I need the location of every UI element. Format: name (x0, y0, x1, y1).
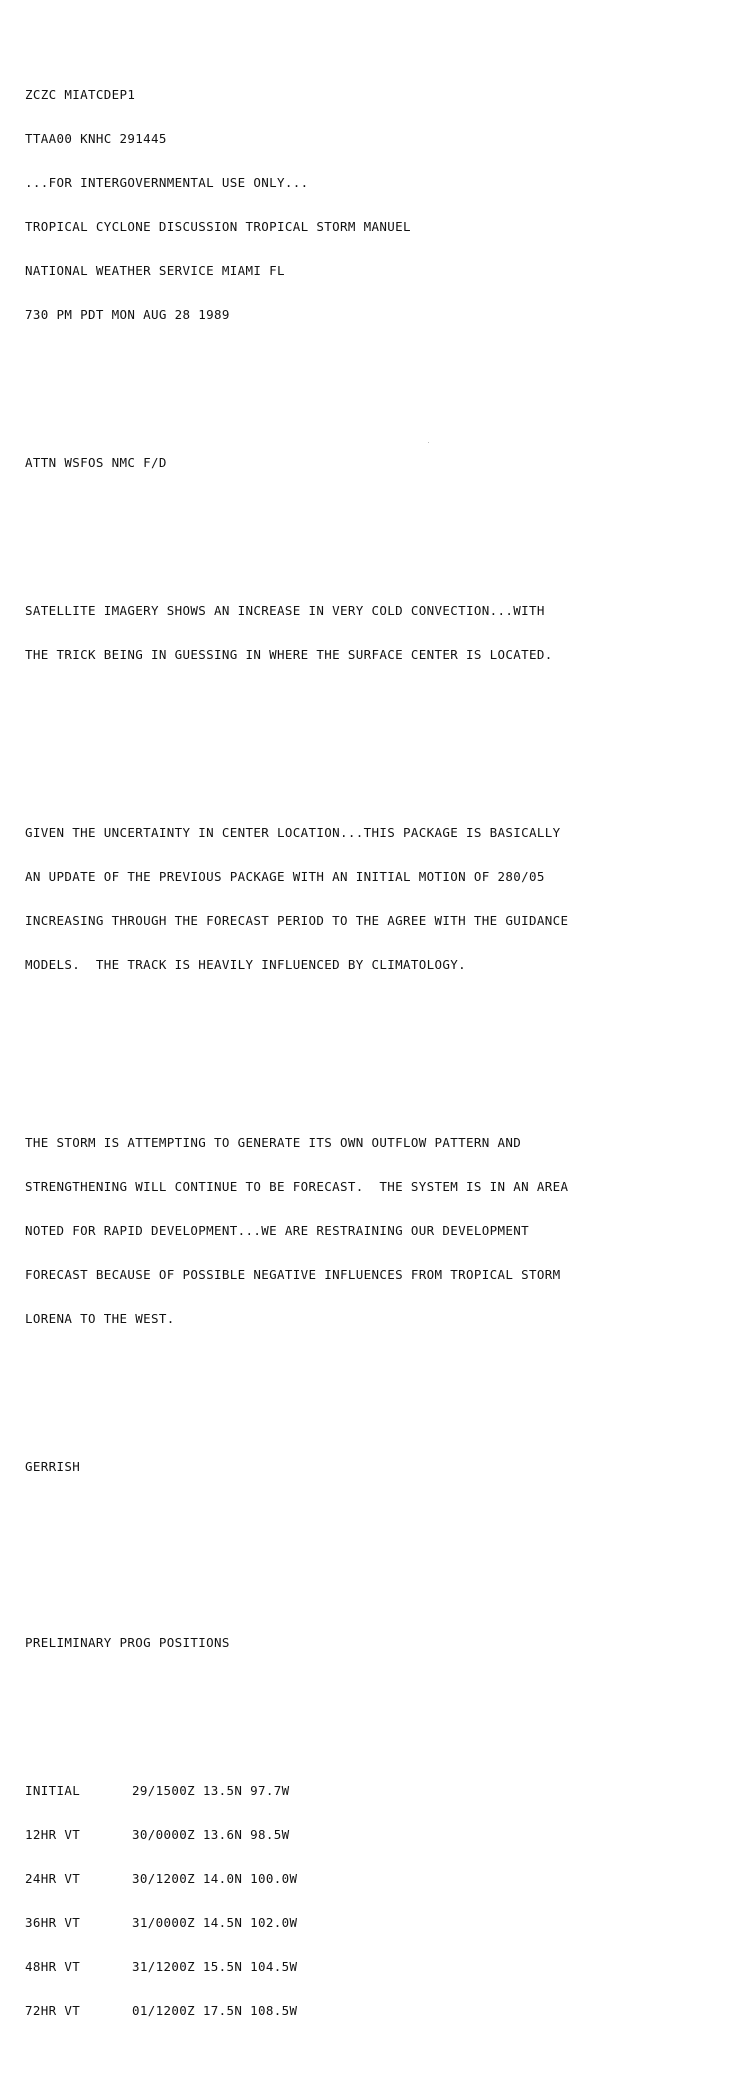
prog-title: PRELIMINARY PROG POSITIONS (25, 1635, 230, 1650)
prog-row-values: 30/1200Z 14.0N 100.0W (132, 1871, 298, 1886)
blank-line (25, 1047, 740, 1061)
scan-speck (428, 442, 429, 443)
header-line: TROPICAL CYCLONE DISCUSSION TROPICAL STORM MANUEL (25, 219, 411, 234)
prog-row-values: 29/1500Z 13.5N 97.7W (132, 1783, 290, 1798)
header-line: 730 PM PDT MON AUG 28 1989 (25, 307, 230, 322)
prog-row (25, 1828, 740, 1842)
blank-line (25, 1577, 740, 1591)
prog-row-label: INITIAL (25, 1783, 81, 1798)
header-line: ZCZC MIATCDEP1 (25, 87, 136, 102)
blank-line (25, 1695, 740, 1709)
paragraph-line: SATELLITE IMAGERY SHOWS AN INCREASE IN VERY COLD CONVECTION...WITH (25, 603, 545, 618)
blank-line (25, 515, 740, 529)
paragraph-line: THE STORM IS ATTEMPTING TO GENERATE ITS OWN OUTFLOW PATTERN AND (25, 1135, 522, 1150)
prog-row (25, 1960, 740, 1974)
paragraph-line: GIVEN THE UNCERTAINTY IN CENTER LOCATION...THIS PACKAGE IS BASICALLY (25, 825, 561, 840)
prog-row-values: 31/1200Z 15.5N 104.5W (132, 1959, 298, 1974)
paragraph-intensity (25, 1106, 740, 1356)
paragraph-line: AN UPDATE OF THE PREVIOUS PACKAGE WITH AN INITIAL MOTION OF 280/05 (25, 869, 545, 884)
blank-line (25, 737, 740, 751)
prog-row-values: 30/0000Z 13.6N 98.5W (132, 1827, 290, 1842)
prog-positions-table (25, 1754, 740, 2048)
prog-row-label: 24HR VT (25, 1871, 81, 1886)
header-block (25, 58, 740, 352)
prog-row-label: 12HR VT (25, 1827, 81, 1842)
signature: GERRISH (25, 1459, 81, 1474)
paragraph-line: THE TRICK BEING IN GUESSING IN WHERE THE SURFACE CENTER IS LOCATED. (25, 647, 553, 662)
paragraph-line: INCREASING THROUGH THE FORECAST PERIOD TO THE AGREE WITH THE GUIDANCE (25, 913, 569, 928)
blank-lines (25, 1519, 740, 1547)
prog-row-label: 72HR VT (25, 2003, 81, 2018)
prog-row (25, 1784, 740, 1798)
blank-line (25, 397, 740, 411)
prog-row-label: 48HR VT (25, 1959, 81, 1974)
blank-line (25, 1401, 740, 1415)
prog-row-label: 36HR VT (25, 1915, 81, 1930)
paragraph-line: MODELS. THE TRACK IS HEAVILY INFLUENCED BY CLIMATOLOGY. (25, 957, 467, 972)
paragraph-line: LORENA TO THE WEST. (25, 1311, 175, 1326)
attn-line: ATTN WSFOS NMC F/D (25, 455, 167, 470)
paragraph-line: STRENGTHENING WILL CONTINUE TO BE FORECAST. THE SYSTEM IS IN AN AREA (25, 1179, 569, 1194)
prog-row-values: 31/0000Z 14.5N 102.0W (132, 1915, 298, 1930)
header-line: NATIONAL WEATHER SERVICE MIAMI FL (25, 263, 285, 278)
paragraph-track (25, 796, 740, 1002)
prog-row (25, 2004, 740, 2018)
paragraph-line: FORECAST BECAUSE OF POSSIBLE NEGATIVE INFLUENCES FROM TROPICAL STORM (25, 1267, 561, 1282)
header-line: TTAA00 KNHC 291445 (25, 131, 167, 146)
discussion-text (25, 13, 740, 2093)
paragraph-satellite (25, 574, 740, 692)
prog-row-values: 01/1200Z 17.5N 108.5W (132, 2003, 298, 2018)
paragraph-line: NOTED FOR RAPID DEVELOPMENT...WE ARE RESTRAINING OUR DEVELOPMENT (25, 1223, 530, 1238)
prog-row (25, 1872, 740, 1886)
header-line: ...FOR INTERGOVERNMENTAL USE ONLY... (25, 175, 309, 190)
prog-row (25, 1916, 740, 1930)
